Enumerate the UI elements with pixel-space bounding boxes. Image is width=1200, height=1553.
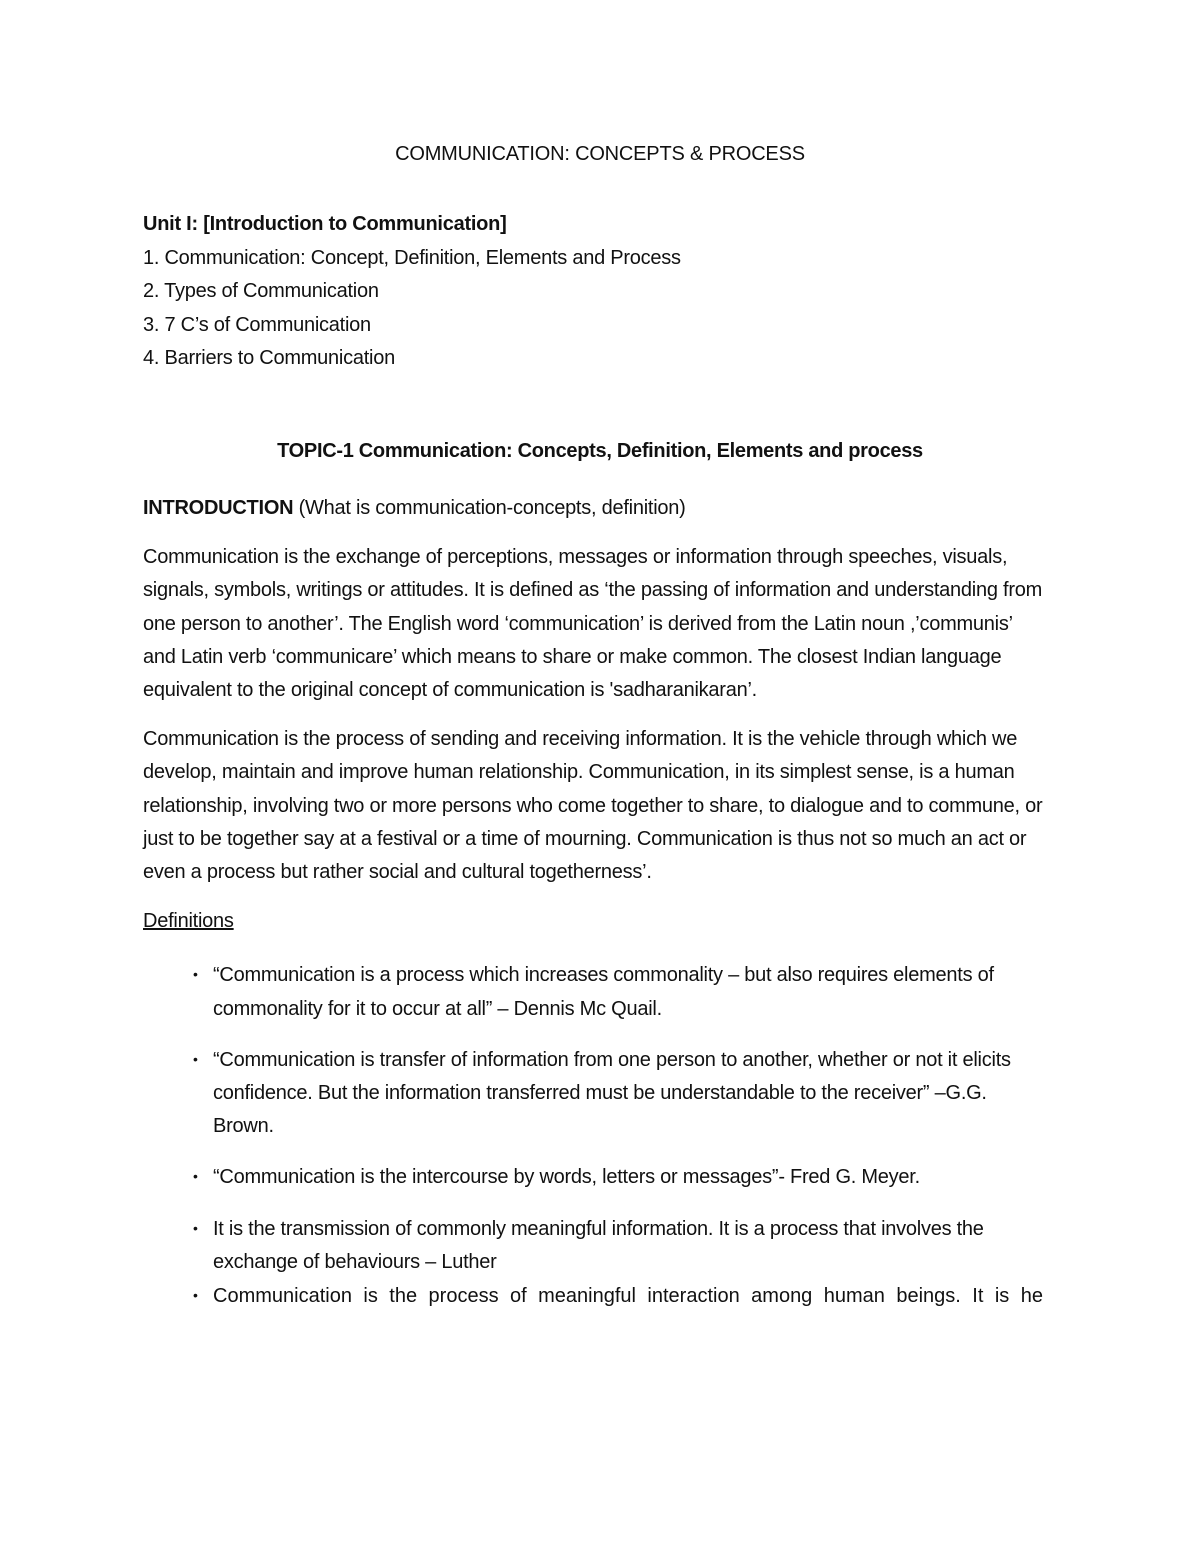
introduction-line <box>143 492 1048 525</box>
definition-text: “Communication is the intercourse by words, letters or messages”- Fred G. Meyer. <box>213 1166 920 1189</box>
definition-text: Communication is the process of meaningful interaction among human beings. It is he <box>213 1285 1043 1308</box>
definition-item <box>143 1160 1048 1194</box>
definitions-list <box>143 958 1048 1313</box>
bullet-icon: • <box>193 1287 198 1304</box>
bullet-icon: • <box>193 966 198 983</box>
bullet-icon: • <box>193 1219 198 1236</box>
definitions-heading: Definitions <box>143 910 234 933</box>
toc-list <box>143 242 1048 376</box>
definition-item <box>143 1212 1048 1279</box>
introduction-note: (What is communication-concepts, definition) <box>293 497 686 519</box>
body-content <box>143 492 1048 1330</box>
topic-heading: TOPIC-1 Communication: Concepts, Definition, Elements and process <box>277 440 923 462</box>
unit-outline <box>143 208 1048 376</box>
definition-text: “Communication is a process which increases commonality – but also requires elements of commonality for it to occur at all” – Dennis Mc Quail. <box>213 964 994 1020</box>
paragraph: Communication is the process of sending and receiving information. It is the vehicle through which we develop, maintain and improve human relationship. Communication, in its simplest sense, is a human relationship, involving two or more persons who come together to share, to dialogue and to commune, or just to be together say at a festival or a time of mourning. Communication is thus not so much an act or even a process but rather social and cultural togetherness’. <box>143 728 1043 884</box>
definition-text: It is the transmission of commonly meaningful information. It is a process that involves the exchange of behaviours – Luther <box>213 1217 984 1273</box>
bullet-icon: • <box>193 1168 198 1185</box>
definition-item <box>143 1279 1048 1313</box>
definition-item <box>143 958 1048 1025</box>
paragraph: Communication is the exchange of perceptions, messages or information through speeches, visuals, signals, symbols, writings or attitudes. It is defined as ‘the passing of information and understanding from one person to another’. The English word ‘communication’ is derived from the Latin noun ,’communis’ and Latin verb ‘communicare’ which means to share or make common. The closest Indian language equivalent to the original concept of communication is 'sadharanikaran’. <box>143 546 1043 702</box>
definition-item <box>143 1043 1048 1144</box>
toc-item: 1. Communication: Concept, Definition, Elements and Process <box>143 246 681 269</box>
toc-item: 3. 7 C’s of Communication <box>143 313 371 336</box>
introduction-label: INTRODUCTION <box>143 497 294 519</box>
unit-heading: Unit I: [Introduction to Communication] <box>143 213 507 235</box>
toc-item: 4. Barriers to Communication <box>143 347 395 369</box>
bullet-icon: • <box>193 1050 198 1067</box>
definition-text: “Communication is transfer of information from one person to another, whether or not it elicits confidence. But the information transferred must be understandable to the receiver” –G.G. Brown. <box>213 1048 1011 1138</box>
toc-item: 2. Types of Communication <box>143 280 379 302</box>
document-title: COMMUNICATION: CONCEPTS & PROCESS <box>395 143 805 165</box>
